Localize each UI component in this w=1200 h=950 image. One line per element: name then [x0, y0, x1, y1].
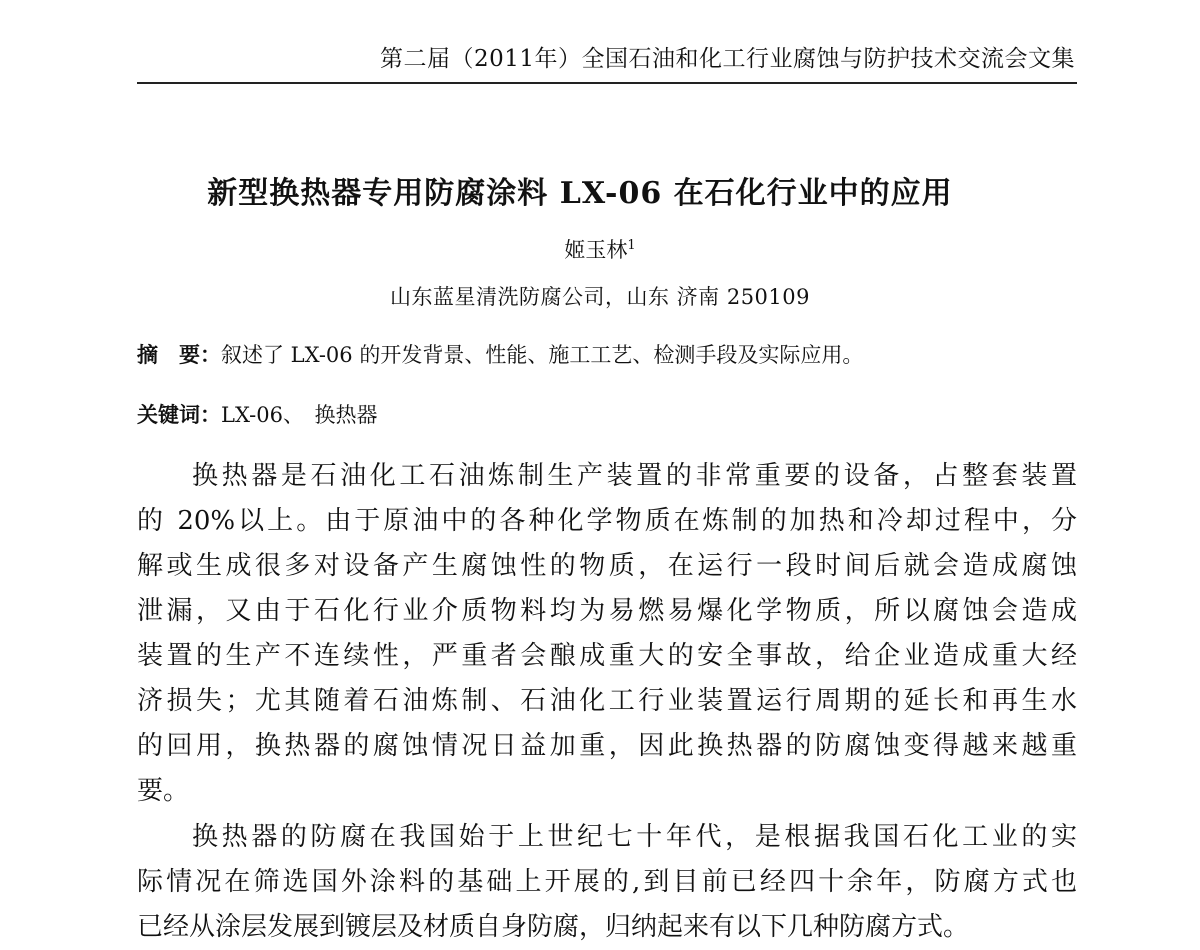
- text-line: 的回用，换热器的腐蚀情况日益加重，因此换热器的防腐蚀变得越来越重: [137, 731, 1077, 761]
- keywords-text: LX-06、 换热器: [221, 403, 378, 427]
- text-line: 已经从涂层发展到镀层及材质自身防腐，归纳起来有以下几种防腐方式。: [137, 912, 970, 942]
- abstract-text: 叙述了 LX-06 的开发背景、性能、施工工艺、检测手段及实际应用。: [221, 343, 864, 367]
- text-line: 要。: [137, 776, 190, 806]
- text-line: 泄漏，又由于石化行业介质物料均为易燃易爆化学物质，所以腐蚀会造成: [137, 596, 1077, 626]
- keywords: [137, 399, 377, 429]
- text-line: 换热器是石油化工石油炼制生产装置的非常重要的设备，占整套装置: [192, 461, 1077, 491]
- running-header: 第二届（2011年）全国石油和化工行业腐蚀与防护技术交流会文集: [379, 46, 1075, 72]
- body-paragraph-2: [137, 815, 1077, 950]
- author-name: 姬玉林: [564, 238, 628, 262]
- author-affiliation-mark: 1: [627, 238, 636, 253]
- text-line: 的 20%以上。由于原油中的各种化学物质在炼制的加热和冷却过程中，分: [137, 506, 1077, 536]
- abstract: [137, 339, 863, 369]
- text-line: 解或生成很多对设备产生腐蚀性的物质，在运行一段时间后就会造成腐蚀: [137, 551, 1077, 581]
- author: [0, 234, 1200, 264]
- paper-title: 新型换热器专用防腐涂料 LX-06 在石化行业中的应用: [207, 176, 953, 211]
- body-paragraph-1: [137, 454, 1077, 814]
- header-rule: [137, 82, 1077, 84]
- text-line: 济损失；尤其随着石油炼制、石油化工行业装置运行周期的延长和再生水: [137, 686, 1077, 716]
- text-line: 换热器的防腐在我国始于上世纪七十年代，是根据我国石化工业的实: [192, 822, 1077, 852]
- keywords-label: 关键词：: [137, 402, 221, 427]
- abstract-label: 摘 要：: [137, 342, 221, 367]
- affiliation: 山东蓝星清洗防腐公司，山东 济南 250109: [389, 285, 810, 309]
- text-line: 际情况在筛选国外涂料的基础上开展的,到目前已经四十余年，防腐方式也: [137, 867, 1077, 897]
- text-line: 装置的生产不连续性，严重者会酿成重大的安全事故，给企业造成重大经: [137, 641, 1077, 671]
